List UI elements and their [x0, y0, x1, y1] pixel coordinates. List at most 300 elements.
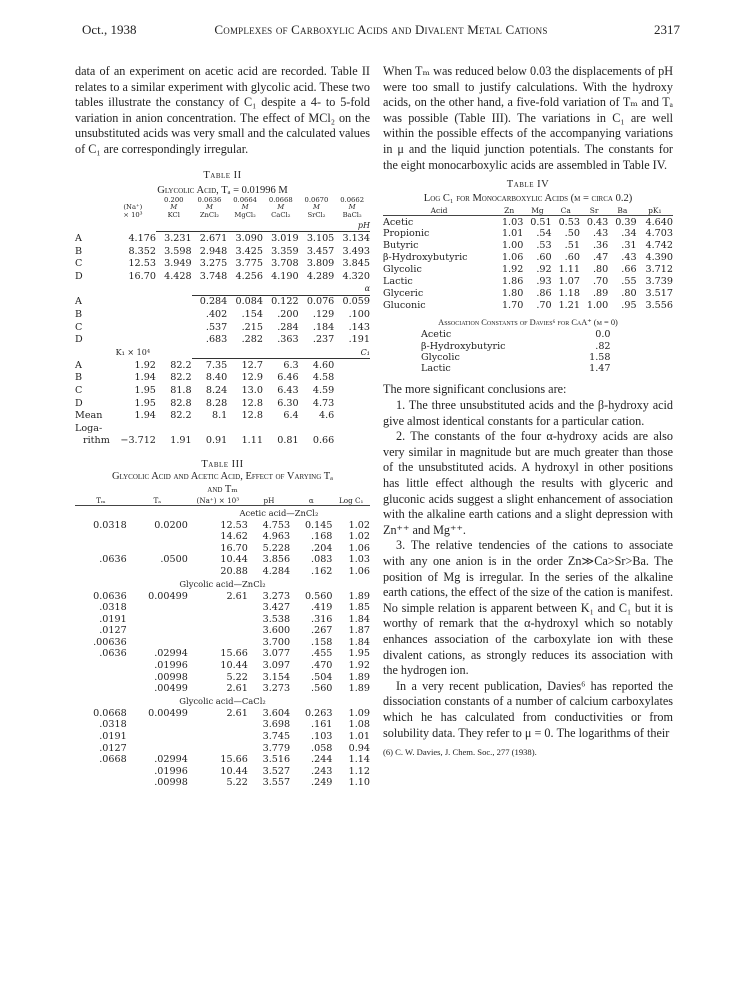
table2-cell: 3.775	[235, 258, 263, 270]
table-row	[383, 252, 673, 264]
table4-cell: 3.739	[645, 276, 673, 288]
table3-cell: .316	[311, 613, 333, 625]
table3-cell: 5.22	[226, 671, 248, 683]
table2-cell	[156, 308, 192, 321]
table4-cell: 0.51	[530, 216, 552, 228]
table3-header-cell: Log C₁	[332, 496, 370, 506]
table2-cell: .154	[241, 309, 263, 321]
table2-cell	[334, 409, 370, 422]
table2-cell: 4.289	[306, 270, 335, 282]
table2-cell: 8.40	[205, 372, 228, 384]
table2-cell: 3.493	[342, 245, 370, 257]
table-row	[75, 777, 370, 789]
table2-header-cell: M	[205, 203, 213, 212]
table2-cell: 8.24	[205, 385, 228, 397]
table4-cell: 3.712	[645, 264, 673, 276]
table4-cell: .95	[621, 299, 637, 311]
page-header	[82, 22, 680, 40]
table2-cell: .282	[241, 334, 263, 346]
table3-cell	[188, 731, 248, 743]
table2-cell	[334, 359, 370, 372]
table3-cell: 3.700	[262, 636, 291, 648]
table2-cell	[75, 283, 110, 296]
table4-cell: .51	[564, 240, 580, 252]
davies-row	[421, 352, 611, 363]
davies-value: 1.47	[589, 363, 611, 375]
table4-cell: 1.11	[558, 264, 580, 276]
table4-cell: 1.06	[501, 252, 524, 264]
table-row	[75, 648, 370, 660]
davies-row	[421, 341, 611, 352]
table2-cell	[75, 212, 110, 220]
table4-label: Table IV	[506, 179, 550, 191]
table-row	[383, 288, 673, 300]
table3-cell: 1.06	[348, 565, 370, 577]
table4-cell: Gluconic	[383, 299, 426, 311]
table4-header-cell: pK₁	[637, 205, 673, 216]
table3-cell: 12.53	[220, 519, 248, 531]
table3-cell: .162	[311, 565, 333, 577]
table2-header-cell: (Na⁺)	[123, 203, 143, 212]
table3-cell: 3.516	[262, 754, 291, 766]
table2-cell: .143	[348, 321, 370, 333]
table2-cell: .215	[241, 321, 263, 333]
table2-header-cell: CaCl₂	[271, 210, 291, 219]
table2-cell: .100	[348, 309, 370, 321]
table3-cell: 3.273	[262, 683, 291, 695]
table4-cell: 1.80	[501, 287, 524, 299]
right-column	[383, 64, 673, 757]
table3-cell: 2.61	[226, 683, 248, 695]
table3-header-cell: α	[290, 496, 332, 506]
table3-cell: 20.88	[220, 565, 248, 577]
table-row	[75, 660, 370, 672]
table-row	[75, 531, 370, 543]
table-row	[75, 731, 370, 743]
table3-label: Table III	[201, 459, 244, 471]
table2-row-label: A	[75, 232, 82, 244]
table-row	[75, 542, 370, 554]
table4-cell: .34	[621, 228, 637, 240]
table3-cell	[127, 731, 188, 743]
table2-cell: 0.91	[205, 435, 228, 447]
table3-cell	[127, 637, 188, 649]
table3-caption-2: and Tₘ	[207, 484, 238, 496]
table3-cell: 16.70	[220, 542, 248, 554]
table2-cell: .129	[312, 309, 335, 321]
table3-cell: 1.01	[348, 731, 370, 743]
table2-cell: 0.284	[199, 296, 228, 308]
table-row	[75, 397, 370, 410]
table3-cell	[188, 613, 248, 625]
table-row	[75, 671, 370, 683]
table3-subheader: Glycolic acid—ZnCl₂	[179, 578, 266, 589]
table3-cell: 1.84	[348, 613, 370, 625]
table2-row-label: rithm	[83, 435, 110, 447]
table2-cell: .191	[348, 334, 370, 346]
table3-cell: .419	[311, 602, 333, 614]
table2-cell: 6.43	[277, 385, 299, 397]
table4-cell: .55	[621, 276, 637, 288]
davies-value: 1.58	[589, 352, 611, 364]
table3-cell: 4.753	[262, 519, 291, 531]
header-title: Complexes of Carboxylic Acids and Divalent Metal Cations	[214, 22, 548, 37]
table2-divider-row	[75, 283, 370, 296]
table3-cell	[75, 683, 127, 695]
table4-cell: 1.21	[558, 299, 580, 311]
table3-cell	[127, 719, 188, 731]
table3-cell: 4.963	[262, 531, 291, 543]
table-row	[75, 590, 370, 602]
table-row	[75, 719, 370, 731]
table2-cell	[334, 397, 370, 410]
table3-cell	[75, 506, 188, 520]
table2-cell: 1.95	[134, 397, 156, 409]
table3-cell: .244	[311, 754, 333, 766]
table2-cell	[110, 219, 156, 232]
table3-cell: 0.145	[304, 519, 333, 531]
table4-cell: 4.742	[645, 240, 673, 252]
table2-header-cell: M	[241, 203, 249, 212]
table2-header-cell: ZnCl₂	[199, 210, 220, 219]
table3-cell: 3.538	[262, 613, 291, 625]
table4-header-cell: Mg	[523, 205, 551, 216]
table2-cell	[334, 372, 370, 385]
table3-header-row	[75, 496, 370, 506]
table3-cell	[127, 542, 188, 554]
table2-cell	[156, 333, 192, 346]
right-paragraph-4: 2. The constants of the four α-hydroxy acids are also very similar in magnitude but are much greater than those of the unsubstituted acids. A hydroxyl in other positions has little effect although the results with glyceric and gluconic acids suggest a slight enhancement of association with the alkaline earth cations and a slight depression with Zn⁺⁺ and Mg⁺⁺.	[383, 429, 673, 537]
table2-cell: 0.059	[342, 296, 370, 308]
table2-cell: 6.4	[283, 410, 299, 422]
table2-cell: 3.090	[235, 232, 263, 244]
table2-cell: 12.9	[241, 372, 263, 384]
table2-divider-row	[75, 346, 370, 359]
right-paragraph-6: In a very recent publication, Davies⁶ has reported the dissociation constants of a number of calcium carboxylates which he has calculated from conductivities or from solubility data. They refer to μ = 0. The logarithms of their	[383, 678, 673, 740]
table-row	[383, 216, 673, 228]
table-row	[75, 566, 370, 578]
table3-cell: .243	[311, 765, 333, 777]
table3-cell	[75, 542, 127, 554]
table4-cell: 1.70	[501, 299, 524, 311]
table3-cell	[188, 625, 248, 637]
table4-cell: Acetic	[383, 216, 414, 228]
table3-subheader-row	[75, 695, 370, 708]
table4-cell: 4.640	[645, 216, 673, 228]
table2-row-label: C	[75, 385, 83, 397]
table4-cell: 3.556	[645, 299, 673, 311]
table3-cell: 1.03	[348, 554, 370, 566]
davies-row	[421, 363, 611, 374]
table2	[75, 197, 370, 448]
table4-cell: Lactic	[383, 276, 413, 288]
table2-cell: 3.845	[342, 258, 370, 270]
table2-header-cell: M	[312, 203, 320, 212]
table3-cell: .267	[311, 625, 333, 637]
table3-cell: .0318	[99, 602, 127, 614]
table3-cell: 1.02	[348, 519, 370, 531]
davies-value: 0.0	[595, 329, 611, 341]
table3-cell: .00998	[154, 777, 188, 789]
table2-cell: 0.084	[235, 296, 263, 308]
table2-cell: 3.748	[199, 270, 228, 282]
table-row	[75, 372, 370, 385]
table3-cell: .058	[311, 742, 333, 754]
table3-cell	[75, 660, 127, 672]
table3-cell: .0127	[99, 625, 127, 637]
table2-header-cell: 0.0636	[197, 195, 222, 204]
table3-cell: 3.745	[262, 731, 291, 743]
table3-subheader-row	[75, 506, 370, 520]
table4-header-cell: Sr	[580, 205, 608, 216]
table2-header-cell: MgCl₂	[234, 210, 256, 219]
table4-cell: .86	[536, 287, 552, 299]
table-row	[75, 308, 370, 321]
table4-cell: .43	[621, 252, 637, 264]
table3-cell: 1.87	[348, 625, 370, 637]
table3-cell: .01996	[154, 660, 188, 672]
table2-row-label: D	[75, 397, 83, 409]
table2-cell: 1.92	[134, 359, 156, 371]
table2-alpha-divider: α	[192, 283, 370, 296]
table2-label: Table II	[203, 169, 242, 181]
table2-cell: 6.46	[277, 372, 299, 384]
table4-header-cell: Ba	[608, 205, 636, 216]
table3-cell	[75, 566, 127, 578]
table3-cell: .249	[311, 777, 333, 789]
table2-cell: 0.66	[312, 435, 335, 447]
table4-cell: .66	[621, 264, 637, 276]
table2-cell: 2.671	[199, 232, 228, 244]
table2-header-cell: BaCl₂	[342, 210, 362, 219]
table3-cell	[188, 742, 248, 754]
table2-cell: 0.81	[277, 435, 299, 447]
table-row	[75, 637, 370, 649]
table-row	[383, 299, 673, 311]
table2-cell	[75, 346, 110, 359]
table2-cell: 1.11	[241, 435, 263, 447]
table2-row-label: Loga-	[75, 422, 103, 434]
table3-cell: .0636	[99, 648, 127, 660]
table3-cell: 0.94	[348, 742, 370, 754]
table2-row-label: A	[75, 296, 82, 308]
table3-cell: 1.10	[348, 777, 370, 789]
table4-header-row	[383, 205, 673, 216]
table4-header-cell: Acid	[383, 205, 495, 216]
table4-cell: .80	[592, 264, 609, 276]
table2-cell: .537	[205, 321, 228, 333]
table3-cell: 3.097	[262, 660, 291, 672]
table2-cell: 3.598	[164, 245, 192, 257]
table-row	[75, 384, 370, 397]
table2-cell: 3.359	[271, 245, 299, 257]
table4-header-cell: Zn	[495, 205, 523, 216]
davies-acid: Acetic	[421, 329, 452, 341]
table3-cell: 3.154	[262, 671, 291, 683]
table2-cell: 81.8	[170, 385, 192, 397]
table-row	[75, 232, 370, 245]
table2-cell	[334, 384, 370, 397]
table2-row-label: D	[75, 270, 83, 282]
table3	[75, 496, 370, 788]
table2-cell: .200	[277, 309, 299, 321]
table2-header-cell: KCl	[167, 210, 180, 219]
table3-cell: .0636	[99, 554, 127, 566]
table3-cell: .01996	[154, 765, 188, 777]
table3-cell	[127, 625, 188, 637]
table3-cell: .158	[311, 636, 333, 648]
table3-cell: 10.44	[220, 554, 248, 566]
table3-cell: 1.06	[348, 542, 370, 554]
table2-cell: 16.70	[128, 270, 156, 282]
table2-cell: 8.1	[212, 410, 228, 422]
table-row	[75, 270, 370, 283]
table3-cell: .0127	[99, 742, 127, 754]
table2-row-label: B	[75, 245, 83, 257]
table2-row-label: A	[75, 359, 82, 371]
table4-cell: 4.703	[645, 228, 673, 240]
table2-cell: 6.3	[283, 359, 299, 371]
table4	[383, 205, 673, 311]
table-row	[75, 766, 370, 778]
table2-cell	[156, 283, 192, 296]
table2-cell	[156, 295, 192, 308]
table3-cell: 3.698	[262, 719, 291, 731]
table4-cell: 0.39	[615, 216, 637, 228]
table2-cell: 4.6	[319, 410, 335, 422]
table3-cell: .02994	[154, 648, 188, 660]
table3-cell: 2.61	[226, 707, 248, 719]
table2-cell: 6.30	[277, 397, 299, 409]
table2-mean-row	[75, 409, 370, 422]
table3-cell: 1.92	[348, 660, 370, 672]
table2-cell: 82.8	[170, 397, 192, 409]
table3-cell: 3.600	[262, 625, 291, 637]
table-row	[75, 295, 370, 308]
table2-cell: 12.8	[241, 410, 263, 422]
table4-cell: .93	[536, 276, 552, 288]
table2-row-label: C	[75, 321, 83, 333]
table3-cell: 5.22	[226, 777, 248, 789]
table4-cell: .31	[621, 240, 637, 252]
table4-cell: 1.07	[558, 276, 580, 288]
table-row	[383, 228, 673, 240]
table2-cell	[75, 204, 110, 212]
table3-cell: 1.14	[348, 754, 370, 766]
table4-cell: 3.517	[645, 287, 673, 299]
table3-cell: .168	[311, 531, 333, 543]
table2-cell	[156, 321, 192, 334]
table2-header-row	[75, 197, 370, 205]
table3-cell: 2.61	[226, 590, 248, 602]
table-row	[75, 754, 370, 766]
table3-cell	[188, 637, 248, 649]
table3-cell	[75, 671, 127, 683]
table3-cell: .470	[311, 660, 333, 672]
table4-cell: .53	[536, 240, 552, 252]
right-paragraph-3: 1. The three unsubstituted acids and the β-hydroxy acid give almost identical constants for a particular cation.	[383, 398, 673, 428]
table2-k-label: K₁ × 10⁴	[115, 347, 151, 357]
footnote: (6) C. W. Davies, J. Chem. Soc., 277 (1938).	[383, 747, 537, 758]
table2-header-cell: M	[277, 203, 285, 212]
table3-cell: 1.95	[348, 648, 370, 660]
table2-cell: 82.2	[170, 410, 192, 422]
davies-acid: β-Hydroxybutyric	[421, 340, 506, 352]
table3-cell: 0.0668	[93, 707, 127, 719]
table3-cell: .0191	[99, 731, 127, 743]
table4-cell: .92	[536, 264, 552, 276]
table2-header-cell: M	[348, 203, 356, 212]
table3-cell: 3.077	[262, 648, 291, 660]
table3-header-cell: pH	[248, 496, 290, 506]
table2-row-label: C	[75, 258, 83, 270]
table3-cell: 1.84	[348, 636, 370, 648]
table4-cell: 0.43	[586, 216, 609, 228]
davies-caption: Association Constants of Davies⁶ for CaA⁺ (μ = 0)	[438, 318, 618, 328]
table2-cell: 4.190	[271, 270, 299, 282]
table2-cell: −3.712	[120, 435, 156, 447]
table4-cell: 1.00	[586, 299, 609, 311]
table2-cell: 3.425	[235, 245, 263, 257]
table2-cell: 3.275	[199, 258, 228, 270]
table2-cell: 4.59	[312, 385, 335, 397]
table2-cell: .284	[277, 321, 299, 333]
table2-cell	[110, 333, 156, 346]
table2-cell: 8.352	[128, 245, 156, 257]
table2-cell	[110, 308, 156, 321]
right-paragraph-2: The more significant conclusions are:	[383, 382, 567, 397]
table2-cell	[110, 283, 156, 296]
table4-cell: .54	[536, 228, 552, 240]
table3-cell	[127, 742, 188, 754]
table-row	[75, 245, 370, 258]
table3-cell	[127, 566, 188, 578]
table2-header-cell: × 10³	[123, 210, 143, 219]
table2-cell: 3.019	[271, 232, 299, 244]
table2-cell: 1.94	[134, 410, 156, 422]
table2-row-label: B	[75, 372, 83, 384]
table-row	[75, 602, 370, 614]
table3-cell	[127, 613, 188, 625]
table2-cell: 0.076	[306, 296, 335, 308]
table2-header-cell: 0.0662	[340, 195, 365, 204]
table3-header-cell: Tₐ	[127, 496, 188, 506]
table3-header-cell: (Na⁺) × 10³	[188, 496, 248, 506]
table2-cell: 12.8	[241, 397, 263, 409]
left-paragraph: data of an experiment on acetic acid are recorded. Table II relates to a similar experiment with glycolic acid. These two tables illustrate the constancy of C₁ despite a 4- to 5-fold variation in anion concentration. The effect of MCl₂ on the unsubstituted acids was very small and the calculated values of C₁ are correspondingly irregular.	[75, 64, 370, 156]
table4-cell: β-Hydroxybutyric	[383, 252, 468, 264]
table2-log-row	[75, 435, 370, 448]
table3-cell: 3.779	[262, 742, 291, 754]
right-paragraph-1: When Tₘ was reduced below 0.03 the displacements of pH were too small to justify calculations. With the hydroxy acids, on the other hand, a five-fold variation of Tₘ and Tₐ was possible (Table III). The variations in C₁ are well within the possible effects of the accompanying variations in μ and the liquid junction potentials. The constants for the eight monocarboxylic acids are assembled in Table IV.	[383, 64, 673, 172]
header-date: Oct., 1938	[82, 22, 137, 37]
table-row	[75, 519, 370, 531]
table-row	[75, 683, 370, 695]
table4-cell: .36	[592, 240, 609, 252]
table4-cell: .60	[536, 252, 552, 264]
table2-cell: 1.94	[134, 372, 156, 384]
table-row	[75, 625, 370, 637]
table-row	[75, 321, 370, 334]
table4-caption: Log C₁ for Monocarboxylic Acids (μ = circa 0.2)	[423, 193, 633, 205]
table3-cell: 1.85	[348, 602, 370, 614]
table2-cell: .683	[205, 334, 228, 346]
table2-cell: 4.256	[235, 270, 263, 282]
table3-cell: 3.427	[262, 602, 291, 614]
table3-cell: 3.273	[262, 590, 291, 602]
table2-cell: .184	[312, 321, 335, 333]
table2-cell: 3.809	[306, 258, 335, 270]
